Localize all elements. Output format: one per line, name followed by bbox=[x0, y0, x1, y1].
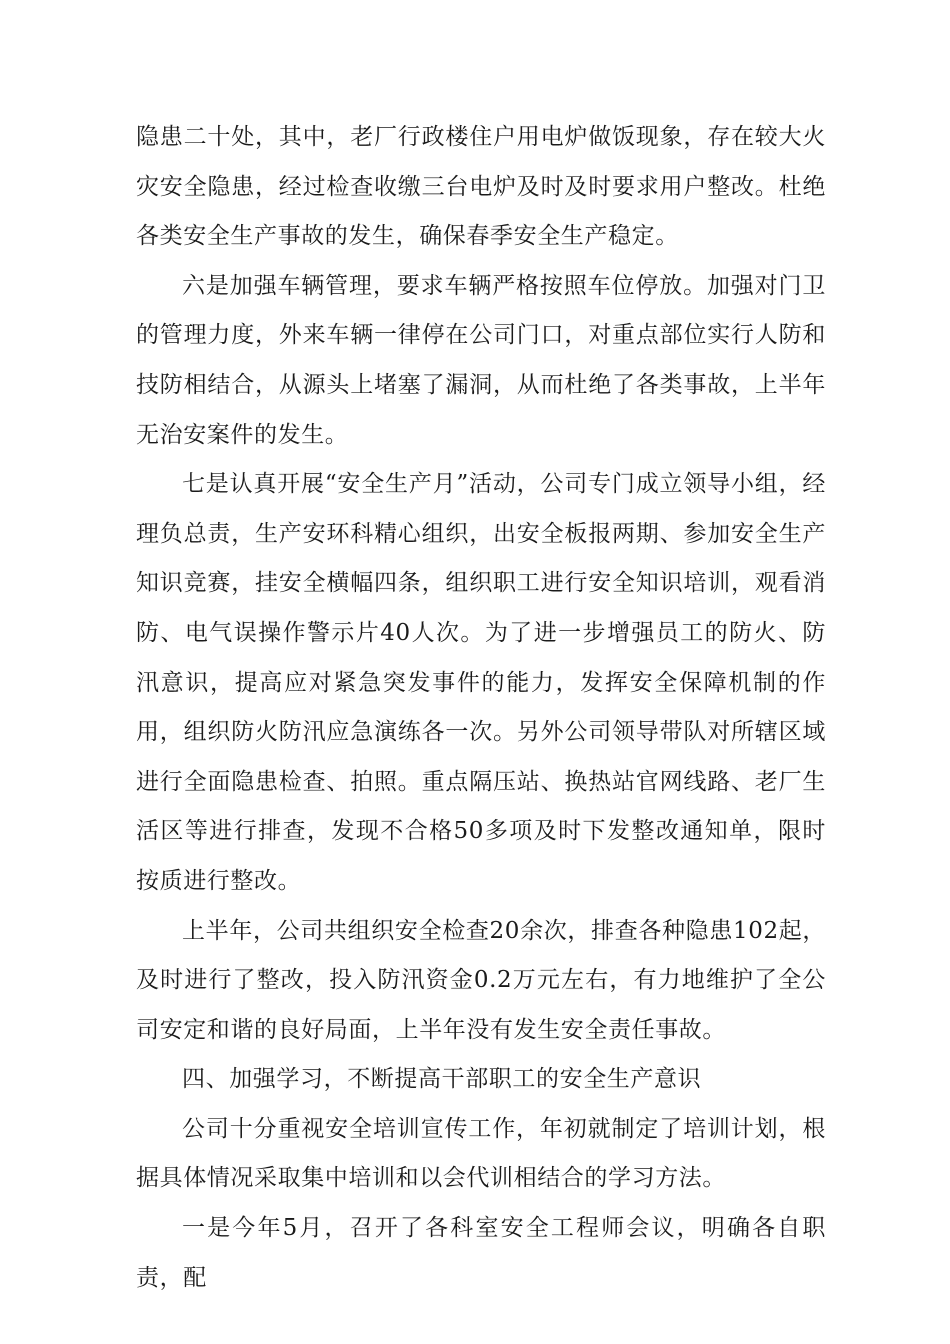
paragraph-training-plan: 公司十分重视安全培训宣传工作，年初就制定了培训计划，根据具体情况采取集中培训和以会代训相结合的学习方法。 bbox=[136, 1115, 826, 1192]
paragraph-hazard-inspection: 隐患二十处，其中，老厂行政楼住户用电炉做饭现象，存在较大火灾安全隐患，经过检查收缴三台电炉及时及时要求用户整改。杜绝各类安全生产事故的发生，确保春季安全生产稳定。 bbox=[136, 124, 826, 250]
paragraph-may-meeting: 一是今年5月，召开了各科室安全工程师会议，明确各自职责，配 bbox=[136, 1215, 826, 1291]
paragraph-safety-month: 七是认真开展“安全生产月”活动，公司专门成立领导小组，经理负总责，生产安环科精心组织，出安全板报两期、参加安全生产知识竞赛，挂安全横幅四条，组织职工进行安全知识培训，观看消防、电气误操作警示片40人次。为了进一步增强员工的防火、防汛意识，提高应对紧急突发事件的能力，发挥安全保障机制的作用，组织防火防汛应急演练各一次。另外公司领导带队对所辖区域进行全面隐患检查、拍照。重点隔压站、换热站官网线路、老厂生活区等进行排查，发现不合格50多项及时下发整改通知单，限时按质进行整改。 bbox=[136, 471, 826, 894]
document-body bbox=[136, 113, 826, 1303]
paragraph-half-year-summary: 上半年，公司共组织安全检查20余次，排查各种隐患102起，及时进行了整改，投入防汛资金0.2万元左右，有力地维护了全公司安定和谐的良好局面，上半年没有发生安全责任事故。 bbox=[136, 917, 826, 1043]
section-heading-training: 四、加强学习，不断提高干部职工的安全生产意识 bbox=[182, 1066, 702, 1093]
paragraph-vehicle-management: 六是加强车辆管理，要求车辆严格按照车位停放。加强对门卫的管理力度，外来车辆一律停在公司门口，对重点部位实行人防和技防相结合，从源头上堵塞了漏洞，从而杜绝了各类事故，上半年无治安案件的发生。 bbox=[136, 272, 826, 448]
